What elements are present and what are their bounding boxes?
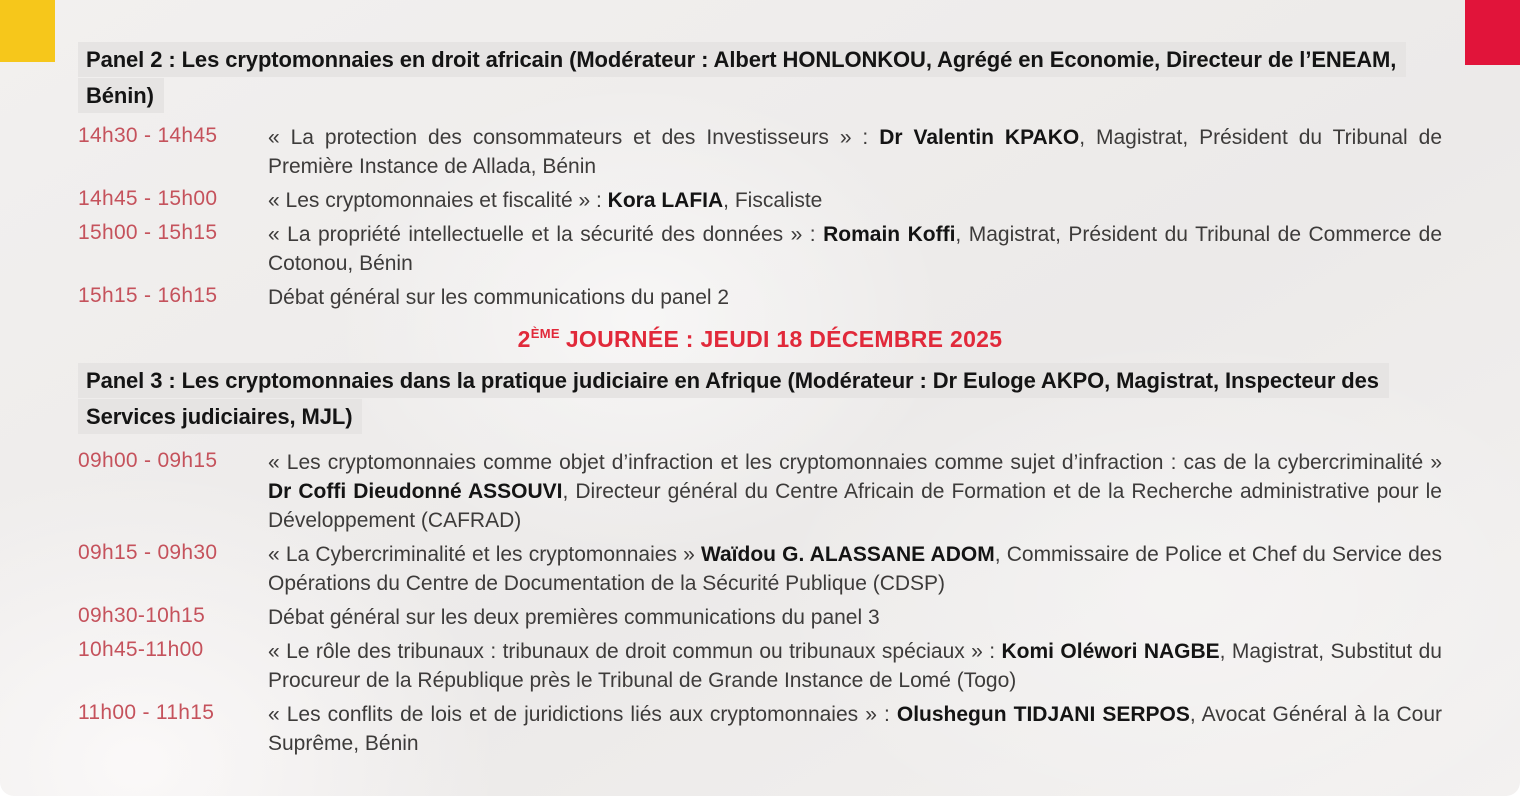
panel-section <box>78 363 1442 758</box>
session-description <box>268 540 1442 598</box>
session-text: , Avocat Général à la Cour Suprême, Bénin <box>268 703 1442 755</box>
session-text: « Les cryptomonnaies comme objet d’infraction et les cryptomonnaies comme sujet d’infraction : cas de la cybercriminalité » <box>268 451 1442 474</box>
panel-title: Panel 2 : Les cryptomonnaies en droit africain (Modérateur : Albert HONLONKOU, Agrégé en Economie, Directeur de l’ENEAM, Bénin) <box>78 42 1406 113</box>
speaker-name: Olushegun TIDJANI SERPOS <box>896 703 1190 726</box>
day-number: 2 <box>517 326 531 352</box>
session-list <box>78 123 1442 312</box>
session-text: , Fiscaliste <box>723 189 823 212</box>
session-text: « La protection des consommateurs et des Investisseurs » : <box>268 126 880 149</box>
yellow-corner-accent <box>0 0 55 62</box>
session-row <box>78 700 1442 758</box>
session-text: Débat général sur les communications du panel 2 <box>268 286 730 309</box>
speaker-name: Dr Valentin KPAKO <box>879 126 1080 149</box>
speaker-name: Komi Oléwori NAGBE <box>1001 640 1220 663</box>
panel-header <box>78 42 1442 114</box>
session-list <box>78 448 1442 758</box>
session-text: , Magistrat, Président du Tribunal de Commerce de Cotonou, Bénin <box>268 223 1442 275</box>
session-time: 15h00 - 15h15 <box>78 221 218 244</box>
session-text: « Le rôle des tribunaux : tribunaux de droit commun ou tribunaux spéciaux » : <box>268 640 1002 663</box>
session-text: « Les conflits de lois et de juridictions liés aux cryptomonnaies » : <box>268 703 897 726</box>
panel-header <box>78 363 1442 435</box>
session-description <box>268 637 1442 695</box>
day-heading-text: JOURNÉE : JEUDI 18 DÉCEMBRE 2025 <box>565 326 1003 352</box>
session-row <box>78 603 1442 632</box>
session-time: 14h45 - 15h00 <box>78 187 218 210</box>
speaker-name: Kora LAFIA <box>607 189 724 212</box>
session-description <box>268 220 1442 278</box>
session-text: , Magistrat, Président du Tribunal de Première Instance de Allada, Bénin <box>268 126 1443 178</box>
session-row <box>78 448 1442 535</box>
session-time: 10h45-11h00 <box>78 638 204 661</box>
session-time: 09h30-10h15 <box>78 604 206 627</box>
session-text: , Magistrat, Substitut du Procureur de la République près le Tribunal de Grande Instance de Lomé (Togo) <box>268 640 1442 692</box>
session-time: 11h00 - 11h15 <box>78 701 215 724</box>
session-description <box>268 283 1442 312</box>
session-description <box>268 186 1442 215</box>
session-description <box>268 700 1442 758</box>
session-time: 09h00 - 09h15 <box>78 449 218 472</box>
session-description <box>268 603 1442 632</box>
session-text: , Directeur général du Centre Africain de Formation et de la Recherche administrative pour le Développement (CAFRAD) <box>268 480 1442 532</box>
session-row <box>78 123 1442 181</box>
session-text: « La Cybercriminalité et les cryptomonnaies » <box>268 543 701 566</box>
session-row <box>78 283 1442 312</box>
speaker-name: Dr Coffi Dieudonné ASSOUVI <box>268 480 563 503</box>
session-text: , Commissaire de Police et Chef du Service des Opérations du Centre de Documentation de la Sécurité Publique (CDSP) <box>268 543 1442 595</box>
session-time: 09h15 - 09h30 <box>78 541 218 564</box>
session-description <box>268 123 1442 181</box>
session-text: « Les cryptomonnaies et fiscalité » : <box>268 189 608 212</box>
session-text: « La propriété intellectuelle et la sécurité des données » : <box>268 223 824 246</box>
panel-title: Panel 3 : Les cryptomonnaies dans la pratique judiciaire en Afrique (Modérateur : Dr Euloge AKPO, Magistrat, Inspecteur des Services judiciaires, MJL) <box>78 363 1389 434</box>
session-row <box>78 186 1442 215</box>
speaker-name: Waïdou G. ALASSANE ADOM <box>700 543 995 566</box>
session-time: 14h30 - 14h45 <box>78 124 218 147</box>
session-row <box>78 540 1442 598</box>
panel-section <box>78 42 1442 312</box>
red-corner-accent <box>1465 0 1520 65</box>
session-text: Débat général sur les deux premières communications du panel 3 <box>268 606 880 629</box>
session-time: 15h15 - 16h15 <box>78 284 218 307</box>
session-row <box>78 220 1442 278</box>
session-description <box>268 448 1442 535</box>
day-heading <box>78 326 1442 353</box>
speaker-name: Romain Koffi <box>823 223 956 246</box>
day-number-suffix: ÈME <box>530 326 560 342</box>
session-row <box>78 637 1442 695</box>
